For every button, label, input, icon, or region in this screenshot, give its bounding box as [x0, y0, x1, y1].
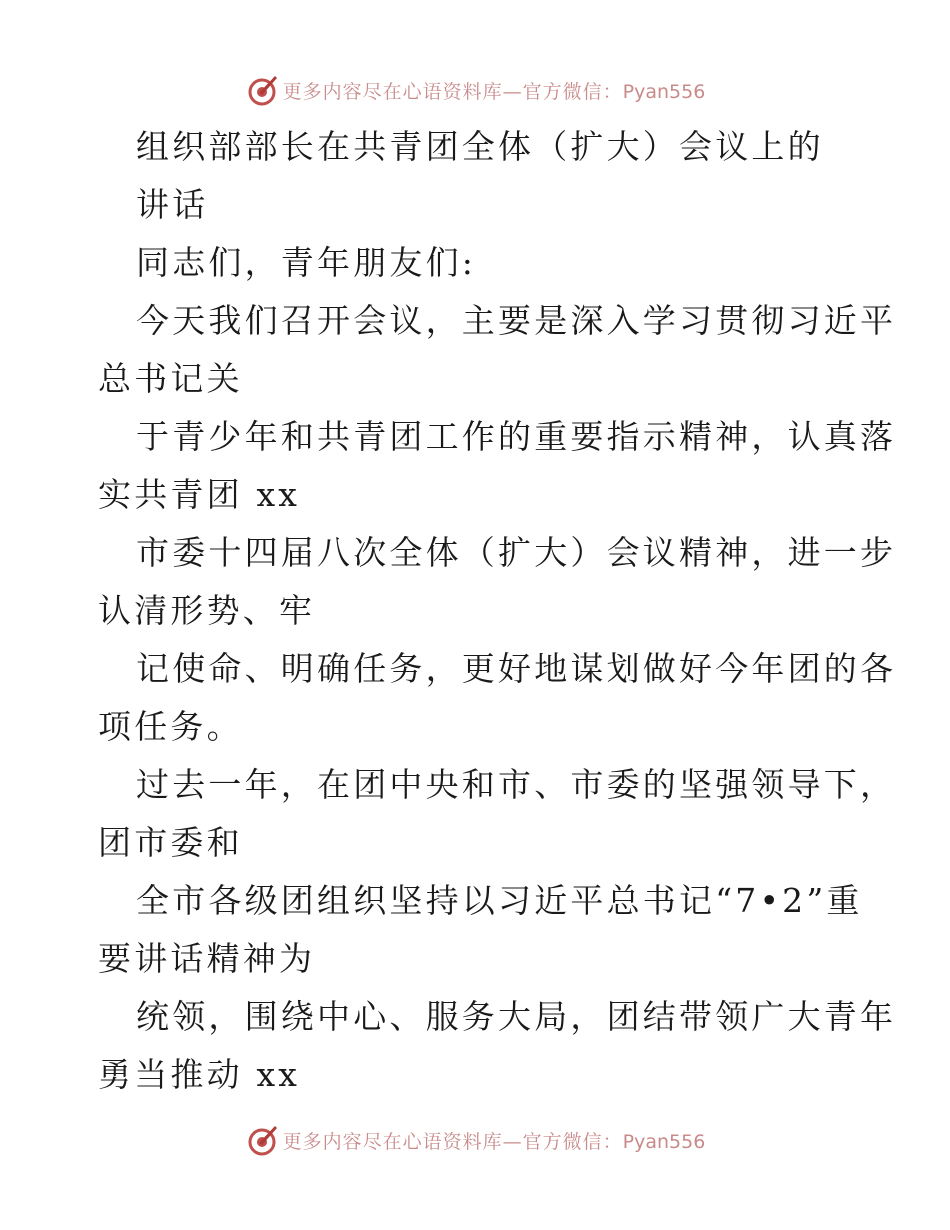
text-line: 过去一年，在团中央和市、市委的坚强领导下，: [136, 765, 897, 804]
quill-logo-icon: [245, 1123, 279, 1157]
text-line: 勇当推动 xx: [98, 1055, 301, 1094]
text-line: 要讲话精神为: [98, 939, 316, 978]
text-line: 于青少年和共青团工作的重要指示精神，认真落: [136, 417, 897, 456]
watermark-text: 更多内容尽在心语资料库—官方微信：Pyan556: [282, 1130, 706, 1153]
text-line: 认清形势、牢: [98, 591, 316, 630]
watermark-footer: [0, 1120, 950, 1160]
quill-logo-icon: [245, 73, 279, 107]
text-line: 团市委和: [98, 823, 243, 862]
text-line: 项任务。: [98, 707, 243, 746]
text-line: 统领，围绕中心、服务大局，团结带领广大青年: [136, 997, 897, 1036]
text-line: 市委十四届八次全体（扩大）会议精神，进一步: [136, 533, 897, 572]
watermark-header: [0, 70, 950, 110]
text-line: 总书记关: [98, 359, 243, 398]
text-line: 实共青团 xx: [98, 475, 301, 514]
text-line: 组织部部长在共青团全体（扩大）会议上的: [136, 127, 824, 166]
watermark-text: 更多内容尽在心语资料库—官方微信：Pyan556: [282, 80, 706, 103]
document-body: [98, 118, 897, 1104]
text-line: 记使命、明确任务，更好地谋划做好今年团的各: [136, 649, 897, 688]
text-line: 同志们，青年朋友们:: [136, 243, 477, 282]
text-line: 今天我们召开会议，主要是深入学习贯彻习近平: [136, 301, 897, 340]
text-line: 讲话: [136, 185, 209, 224]
text-line: 全市各级团组织坚持以习近平总书记“7•2”重: [136, 881, 863, 920]
